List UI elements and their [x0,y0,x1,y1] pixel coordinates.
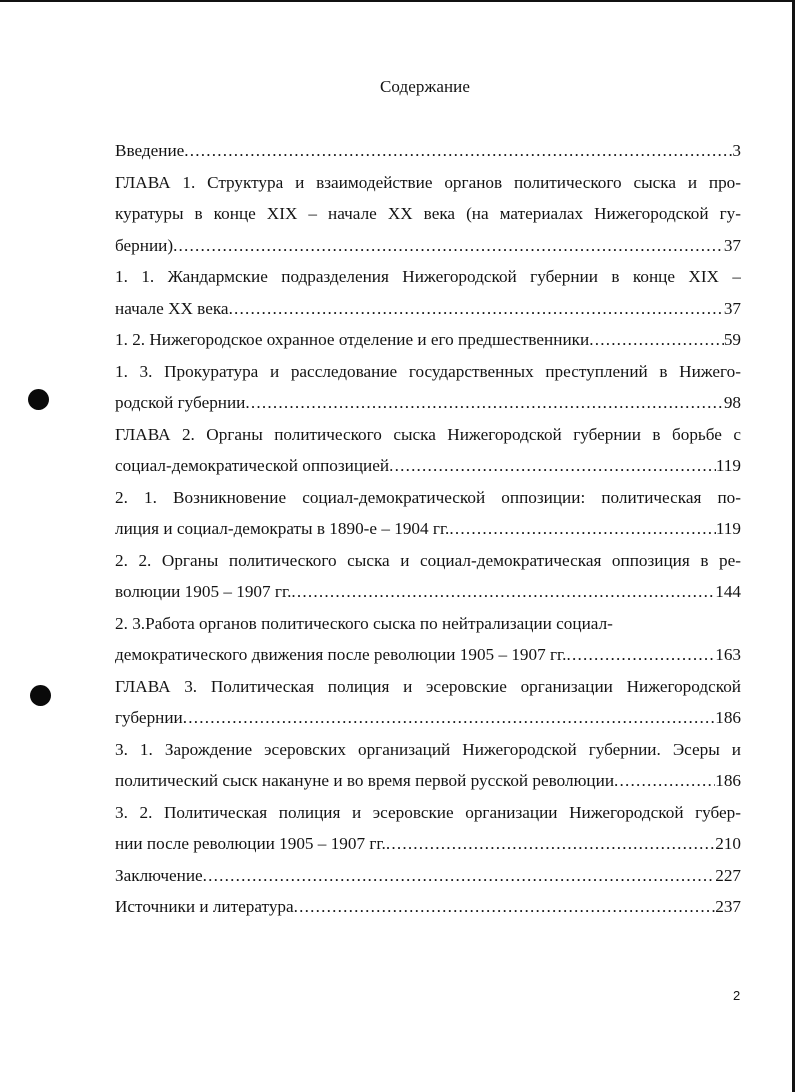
toc-entry-text: социал-демократической оппозицией [115,456,390,475]
toc-entry-chapter-3-end [115,706,741,738]
toc-leader-dots [184,139,732,163]
page-title: Содержание [379,77,471,96]
toc-entry-section-3-2-end [115,832,741,864]
toc-entry-chapter-2-end [115,454,741,486]
toc-leader-dots [589,328,724,352]
toc-entry-section-2-1-end [115,517,741,549]
toc-entry-section-3-1-end [115,769,741,801]
toc-entry-section-1-1[interactable]: 1. 1. Жандармские подразделения Нижегородской губернии в конце XIX – [115,267,741,286]
toc-page-number: 119 [715,456,741,475]
toc-entry-text: нии после революции 1905 – 1907 гг. [115,834,386,853]
binder-hole-lower [30,685,51,706]
toc-leader-dots [203,864,716,888]
toc-entry-chapter-2[interactable]: ГЛАВА 2. Органы политического сыска Нижегородской губернии в борьбе с [115,424,741,444]
page-number: 2 [733,988,741,1003]
toc-entry-conclusion[interactable] [115,864,741,896]
toc-entry-chapter-1[interactable]: ГЛАВА 1. Структура и взаимодействие органов политического сыска и про- [115,172,741,192]
toc-leader-dots [229,297,724,321]
toc-leader-dots [389,454,716,478]
toc-entry-section-1-2[interactable] [115,328,741,360]
toc-entry-chapter-1-end [115,234,741,266]
toc-entry-chapter-3[interactable]: ГЛАВА 3. Политическая полиция и эсеровские организации Нижегородской [115,676,741,696]
toc-entry-sources[interactable] [115,895,741,927]
toc-page-number: 59 [723,330,741,349]
toc-entry-chapter-1-cont: куратуры в конце XIX – начале XX века (на материалах Нижегородской гу- [115,204,741,223]
toc-page-number: 37 [723,298,741,318]
toc-page-number: 119 [715,519,741,538]
toc-entry-section-2-3-end [115,643,741,675]
toc-entry-text: губернии [115,708,183,727]
toc-leader-dots [173,234,724,258]
toc-page-number: 210 [715,834,741,853]
toc-leader-dots [291,580,715,604]
toc-leader-dots [386,832,715,856]
toc-page-number: 3 [732,141,741,160]
toc-entry-section-1-3[interactable]: 1. 3. Прокуратура и расследование государственных преступлений в Нижего- [115,361,741,381]
toc-entry-section-1-1-end [115,297,741,329]
toc-entry-section-2-2[interactable]: 2. 2. Органы политического сыска и социал-демократическая оппозиция в ре- [115,550,741,570]
toc-entry-section-2-2-end [115,580,741,612]
toc-leader-dots [183,706,715,730]
table-of-contents [115,139,741,927]
toc-entry-text: демократического движения после революции 1905 – 1907 гг. [115,645,567,664]
toc-page-number: 237 [715,897,741,916]
binder-hole-upper [28,389,49,410]
toc-entry-text: родской губернии [115,393,246,412]
toc-leader-dots [294,895,716,919]
toc-leader-dots [614,769,715,793]
toc-page-number: 186 [715,771,741,790]
toc-page-number: 186 [715,708,741,727]
toc-leader-dots [245,391,723,415]
toc-entry-section-1-3-end [115,391,741,423]
toc-entry-text: Источники и литература [115,897,294,916]
toc-entry-section-3-2[interactable]: 3. 2. Политическая полиция и эсеровские организации Нижегородской губер- [115,802,741,822]
toc-page-number: 37 [723,235,741,255]
toc-entry-introduction[interactable] [115,139,741,171]
toc-entry-text: 1. 2. Нижегородское охранное отделение и его предшественники [115,330,590,349]
toc-leader-dots [566,643,715,667]
toc-entry-text: начале XX века [115,298,229,318]
toc-entry-text: Заключение [115,865,203,885]
toc-entry-text: лиция и социал-демократы в 1890-е – 1904 гг. [115,519,450,538]
toc-page-number: 227 [715,865,741,885]
toc-entry-text: волюции 1905 – 1907 гг. [115,582,292,601]
toc-leader-dots [449,517,715,541]
toc-entry-text: бернии) [115,235,174,255]
toc-page-number: 98 [723,393,741,412]
toc-entry-section-3-1[interactable]: 3. 1. Зарождение эсеровских организаций Нижегородской губернии. Эсеры и [115,739,741,759]
toc-entry-section-2-1[interactable]: 2. 1. Возникновение социал-демократической оппозиции: политическая по- [115,487,741,507]
toc-entry-section-2-3[interactable]: 2. 3.Работа органов политического сыска по нейтрализации социал- [115,613,613,633]
toc-page-number: 144 [715,582,741,601]
toc-entry-text: политический сыск накануне и во время первой русской революции [115,771,615,790]
toc-entry-text: Введение [115,141,185,160]
toc-page-number: 163 [715,645,741,664]
